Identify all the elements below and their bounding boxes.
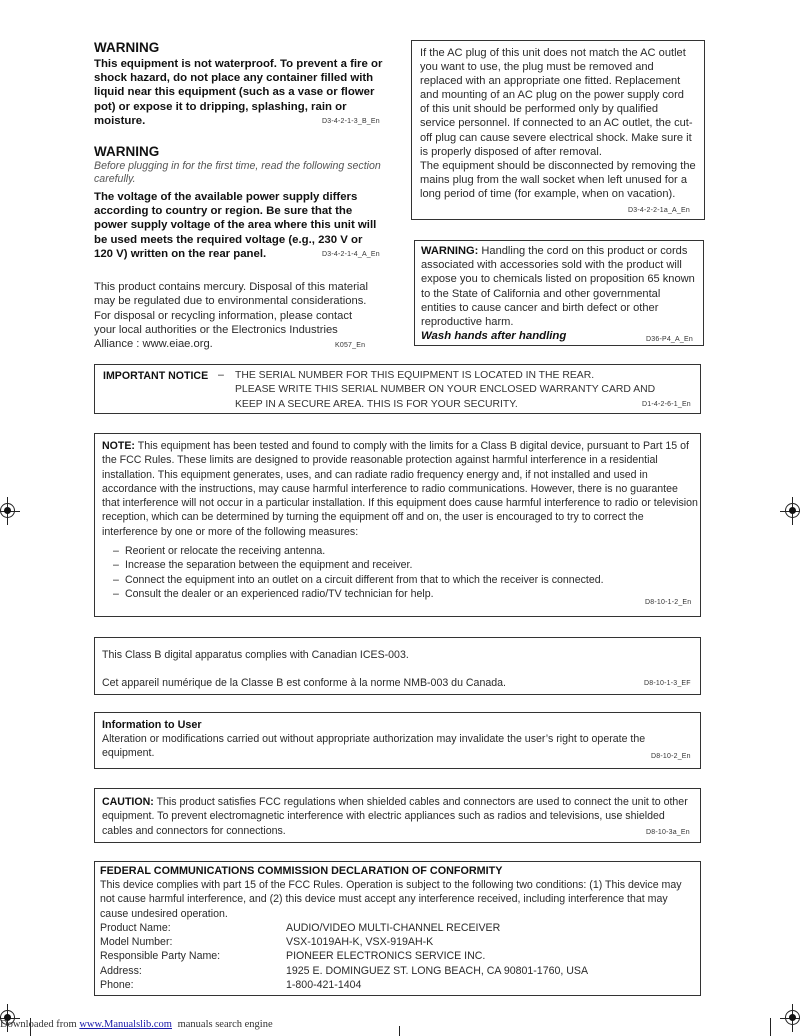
fcc-body: This device complies with part 15 of the FCC Rules. Operation is subject to the following two conditions: (1) This device may not cause harmful interference, and (2) this device must accept any interference received, including interference that may cause undesired operation. [100,879,682,920]
detail-label: Product Name: [100,921,171,934]
registration-mark-right [780,497,800,525]
prop65-label: WARNING: [421,245,479,257]
measures-list [113,544,693,601]
table-row [100,978,695,992]
important-dash: – [218,369,224,381]
info-title: Information to User [102,719,202,731]
detail-value: 1-800-421-1404 [286,979,362,992]
fcc-title: FEDERAL COMMUNICATIONS COMMISSION DECLARATION OF CONFORMITY [100,865,503,877]
canada-en: This Class B digital apparatus complies with Canadian ICES-003. [102,649,409,661]
prop65-wash: Wash hands after handling [421,330,567,343]
caution-notice [94,788,701,843]
table-row [100,949,695,963]
detail-value: PIONEER ELECTRONICS SERVICE INC. [286,950,486,963]
warning-waterproof [94,40,386,128]
document-code: D8-10-2_En [651,753,691,760]
warning-body: The voltage of the available power supply differs according to country or region. Be sure that the power supply voltage of the area where this unit will be used meets the required voltage (e.g., 230 V or 120 V) written on the rear panel. [94,191,377,260]
detail-value: AUDIO/VIDEO MULTI-CHANNEL RECEIVER [286,921,501,934]
warning-body: This equipment is not waterproof. To prevent a fire or shock hazard, do not place any container filled with liquid near this equipment (such as a vase or flower pot) or expose it to dripping, splashing, rain or moisture. [94,58,383,127]
list-item: – Reorient or relocate the receiving antenna. [113,544,693,558]
warning-intro: Before plugging in for the first time, read the following section carefully. [94,160,381,185]
important-line: PLEASE WRITE THIS SERIAL NUMBER ON YOUR ENCLOSED WARRANTY CARD AND [235,384,656,396]
fcc-details [100,921,695,992]
download-footer [0,1019,273,1030]
table-row [100,935,695,949]
table-row [100,964,695,978]
caution-label: CAUTION: [102,796,154,808]
prop65-warning [414,240,704,346]
ac-plug-body-2: The equipment should be disconnected by removing the mains plug from the wall socket when left unused for a long period of time (for example, when on vacation). [420,159,696,200]
document-code: D36-P4_A_En [646,336,693,343]
document-code: D8-10-3a_En [646,829,690,836]
warning-title: WARNING [94,40,160,55]
list-item: – Consult the dealer or an experienced radio/TV technician for help. [113,587,693,601]
warning-voltage [94,144,386,261]
mercury-notice: This product contains mercury. Disposal of this material may be regulated due to environmental considerations. For disposal or recycling information, please contact your local authorities or the Electronics Industries Alliance : www.eiae.org. [94,281,368,351]
detail-value: VSX-1019AH-K, VSX-919AH-K [286,936,434,949]
fcc-declaration [94,861,701,996]
information-to-user [94,712,701,769]
detail-value: 1925 E. DOMINGUEZ ST. LONG BEACH, CA 90801-1760, USA [286,964,589,977]
document-code: D8-10-1-3_EF [644,680,691,687]
footer-prefix: Downloaded from [0,1019,77,1030]
list-item: – Increase the separation between the equipment and receiver. [113,558,693,572]
important-label: IMPORTANT NOTICE [103,370,209,382]
document-code: K057_En [335,342,366,349]
caution-body: This product satisfies FCC regulations when shielded cables and connectors are used to connect the unit to other equipment. To prevent electromagnetic interference with electric appliances such as radios and televisions, use shielded cables and connectors for connections. [102,796,688,837]
document-code: D3-4-2-1-3_B_En [322,118,380,125]
document-code: D8-10-1-2_En [645,599,692,606]
warning-title: WARNING [94,144,160,159]
footer-suffix: manuals search engine [177,1019,273,1030]
list-item: – Connect the equipment into an outlet on a circuit different from that to which the receiver is connected. [113,573,693,587]
detail-label: Phone: [100,979,134,992]
info-body: Alteration or modifications carried out without appropriate authorization may invalidate the user’s right to operate the equipment. [102,733,646,760]
manualslib-link[interactable]: www.Manualslib.com [79,1019,172,1030]
registration-mark-left [0,497,20,525]
canada-compliance [94,637,701,695]
registration-mark-bottom-right [780,1004,800,1032]
trim-mark [399,1026,400,1036]
note-label: NOTE: [102,440,135,452]
important-notice [94,364,701,414]
note-body: This equipment has been tested and found to comply with the limits for a Class B digital device, pursuant to Part 15 of the FCC Rules. These limits are designed to provide reasonable protection against harmful interference in a residential installation. This equipment generates, uses, and can radiate radio frequency energy and, if not installed and used in accordance with the instructions, may cause harmful interference to radio communications. However, there is no guarantee that interference will not occur in a particular installation. If this equipment does cause harmful interference to radio or television reception, which can be determined by turning the equipment off and on, the user is encouraged to try to correct the interference by one or more of the following measures: [102,440,698,538]
canada-fr: Cet appareil numérique de la Classe B est conforme à la norme NMB-003 du Canada. [102,677,506,689]
important-line: KEEP IN A SECURE AREA. THIS IS FOR YOUR SECURITY. [235,398,518,410]
important-lines [235,369,655,412]
document-code: D3-4-2-2-1a_A_En [628,207,690,214]
fcc-note [94,433,701,617]
prop65-body: Handling the cord on this product or cords associated with accessories sold with the product will expose you to chemicals listed on proposition 65 known to the State of California and other governmental entities to cause cancer and birth defect or other reproductive harm. [421,245,695,329]
ac-plug-body: If the AC plug of this unit does not match the AC outlet you want to use, the plug must be removed and replaced with an appropriate one fitted. Replacement and mounting of an AC plug on the power supply cord of this unit should be performed only by qualified service personnel. If connected to an AC outlet, the cut-off plug can cause severe electrical shock. Make sure it is properly disposed of after removal. [420,47,693,158]
document-code: D1-4-2-6-1_En [642,401,691,408]
ac-plug-notice [411,40,705,220]
table-row [100,921,695,935]
detail-label: Address: [100,964,142,977]
detail-label: Model Number: [100,936,173,949]
detail-label: Responsible Party Name: [100,950,221,963]
important-line: THE SERIAL NUMBER FOR THIS EQUIPMENT IS LOCATED IN THE REAR. [235,370,595,381]
trim-mark [770,1018,771,1036]
document-code: D3-4-2-1-4_A_En [322,251,380,258]
